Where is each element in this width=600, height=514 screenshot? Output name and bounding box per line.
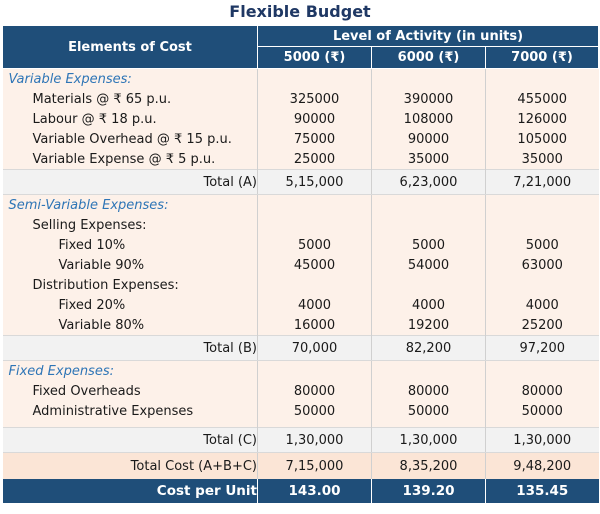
fixed-expenses-heading: Fixed Expenses: xyxy=(3,361,258,382)
subsection-heading-row xyxy=(3,275,599,295)
total-cost-row xyxy=(3,453,599,480)
cell-value: 108000 xyxy=(372,109,486,129)
row-label: Labour @ ₹ 18 p.u. xyxy=(3,109,258,129)
total-cost-label: Total Cost (A+B+C) xyxy=(3,453,258,480)
column-header-5000: 5000 (₹) xyxy=(258,47,372,69)
cell-value: 54000 xyxy=(372,255,486,275)
section-heading-row xyxy=(3,195,599,216)
cell-value: 4000 xyxy=(486,295,599,315)
cell-value: 105000 xyxy=(486,129,599,149)
table-row xyxy=(3,381,599,401)
elements-of-cost-header: Elements of Cost xyxy=(3,26,258,69)
selling-expenses-label: Selling Expenses: xyxy=(3,215,258,235)
cell-value: 5000 xyxy=(372,235,486,255)
column-header-7000: 7000 (₹) xyxy=(486,47,599,69)
cell-value: 80000 xyxy=(486,381,599,401)
table-row xyxy=(3,401,599,421)
cell-value: 90000 xyxy=(258,109,372,129)
cell-value: 90000 xyxy=(372,129,486,149)
row-label: Fixed Overheads xyxy=(3,381,258,401)
semi-variable-expenses-heading: Semi-Variable Expenses: xyxy=(3,195,258,216)
row-label: Fixed 10% xyxy=(3,235,258,255)
level-of-activity-header: Level of Activity (in units) xyxy=(258,26,599,47)
cell-value: 45000 xyxy=(258,255,372,275)
cell-value: 390000 xyxy=(372,89,486,109)
cell-value: 75000 xyxy=(258,129,372,149)
cell-value: 25000 xyxy=(258,149,372,170)
total-value: 82,200 xyxy=(372,336,486,361)
total-value: 1,30,000 xyxy=(258,428,372,453)
section-heading-row xyxy=(3,361,599,382)
cost-per-unit-value: 139.20 xyxy=(372,479,486,503)
subsection-heading-row xyxy=(3,215,599,235)
cell-value: 4000 xyxy=(372,295,486,315)
cell-value: 50000 xyxy=(372,401,486,421)
row-label: Variable Expense @ ₹ 5 p.u. xyxy=(3,149,258,170)
cost-per-unit-value: 143.00 xyxy=(258,479,372,503)
total-cost-value: 8,35,200 xyxy=(372,453,486,480)
cell-value: 50000 xyxy=(258,401,372,421)
total-row xyxy=(3,428,599,453)
total-cost-value: 9,48,200 xyxy=(486,453,599,480)
cell-value: 50000 xyxy=(486,401,599,421)
row-label: Variable 80% xyxy=(3,315,258,336)
total-value: 6,23,000 xyxy=(372,170,486,195)
cell-value: 80000 xyxy=(258,381,372,401)
cost-per-unit-value: 135.45 xyxy=(486,479,599,503)
page-title: Flexible Budget xyxy=(229,2,371,21)
row-label: Materials @ ₹ 65 p.u. xyxy=(3,89,258,109)
cell-value: 63000 xyxy=(486,255,599,275)
total-a-label: Total (A) xyxy=(3,170,258,195)
section-heading-row xyxy=(3,69,599,90)
cost-per-unit-label: Cost per Unit xyxy=(3,479,258,503)
cell-value: 126000 xyxy=(486,109,599,129)
cell-value: 5000 xyxy=(258,235,372,255)
cell-value: 5000 xyxy=(486,235,599,255)
table-row xyxy=(3,315,599,336)
row-label: Fixed 20% xyxy=(3,295,258,315)
table-row xyxy=(3,295,599,315)
variable-expenses-heading: Variable Expenses: xyxy=(3,69,258,90)
cell-value: 19200 xyxy=(372,315,486,336)
flexible-budget-table xyxy=(2,25,599,503)
total-row xyxy=(3,170,599,195)
table-row xyxy=(3,129,599,149)
cell-value: 25200 xyxy=(486,315,599,336)
row-label: Administrative Expenses xyxy=(3,401,258,421)
cell-value: 325000 xyxy=(258,89,372,109)
total-value: 70,000 xyxy=(258,336,372,361)
cell-value: 455000 xyxy=(486,89,599,109)
cell-value: 35000 xyxy=(372,149,486,170)
total-b-label: Total (B) xyxy=(3,336,258,361)
table-row xyxy=(3,235,599,255)
total-row xyxy=(3,336,599,361)
cell-value: 16000 xyxy=(258,315,372,336)
column-header-6000: 6000 (₹) xyxy=(372,47,486,69)
total-cost-value: 7,15,000 xyxy=(258,453,372,480)
total-value: 97,200 xyxy=(486,336,599,361)
total-value: 7,21,000 xyxy=(486,170,599,195)
distribution-expenses-label: Distribution Expenses: xyxy=(3,275,258,295)
total-value: 5,15,000 xyxy=(258,170,372,195)
cost-per-unit-row xyxy=(3,479,599,503)
table-row xyxy=(3,255,599,275)
row-label: Variable 90% xyxy=(3,255,258,275)
total-value: 1,30,000 xyxy=(486,428,599,453)
cell-value: 80000 xyxy=(372,381,486,401)
table-row xyxy=(3,89,599,109)
table-row xyxy=(3,149,599,170)
total-c-label: Total (C) xyxy=(3,428,258,453)
total-value: 1,30,000 xyxy=(372,428,486,453)
cell-value: 4000 xyxy=(258,295,372,315)
row-label: Variable Overhead @ ₹ 15 p.u. xyxy=(3,129,258,149)
table-row xyxy=(3,109,599,129)
cell-value: 35000 xyxy=(486,149,599,170)
